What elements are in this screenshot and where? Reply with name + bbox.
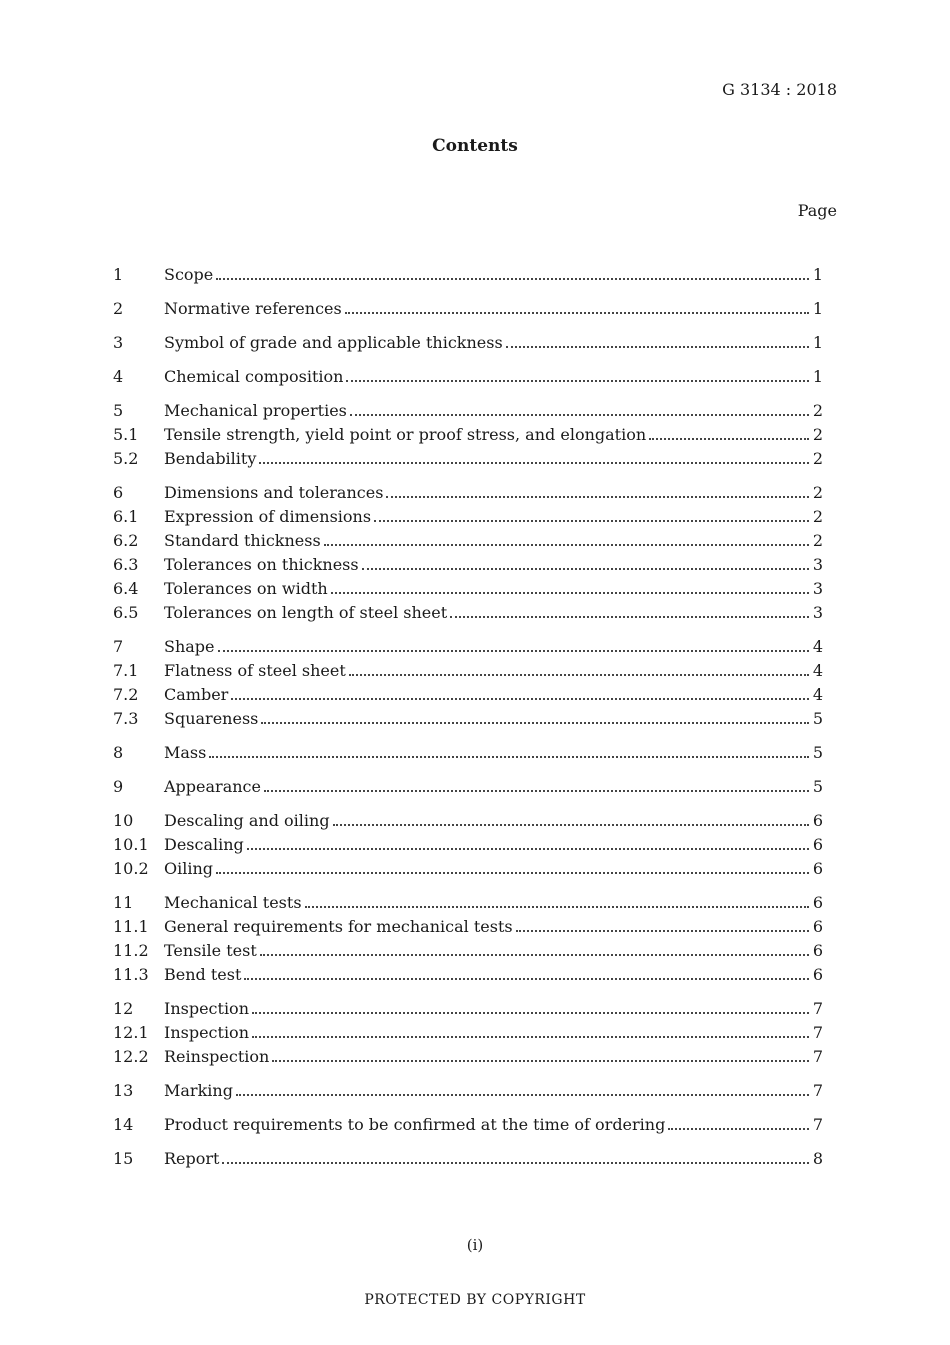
toc-entry-title: Chemical composition [164,367,344,386]
toc-entry-page: 6 [812,965,823,984]
copyright-notice: PROTECTED BY COPYRIGHT [364,1292,586,1308]
toc-entry-number: 9 [113,777,124,796]
toc-entry-number: 6.1 [113,507,139,526]
toc-entry-title: Appearance [164,777,261,796]
dot-leader [362,567,809,570]
toc-entry-title: Symbol of grade and applicable thickness [164,333,503,352]
dot-leader [272,1059,809,1062]
page-column-label: Page [797,201,837,220]
toc-entry-title: Inspection [164,999,249,1018]
toc-group [113,635,823,731]
toc-entry-number: 15 [113,1149,134,1168]
toc-entry-page: 7 [812,1115,823,1134]
toc-entry[interactable] [113,833,823,857]
toc-entry-title: Tensile test [164,941,257,960]
dot-leader [346,379,808,382]
toc-entry[interactable] [113,857,823,881]
toc-entry-page: 2 [812,401,823,420]
toc-entry[interactable] [113,997,823,1021]
toc-entry-title: Normative references [164,299,342,318]
toc-entry-title: Bend test [164,965,242,984]
toc-group [113,891,823,987]
toc-entry[interactable] [113,505,823,529]
toc-entry[interactable] [113,331,823,355]
toc-group [113,481,823,625]
toc-entry-page: 7 [812,1023,823,1042]
toc-entry-title: General requirements for mechanical tests [164,917,513,936]
toc-group [113,1113,823,1137]
toc-entry-page: 4 [812,661,823,680]
dot-leader [374,519,809,522]
toc-entry-number: 6 [113,483,124,502]
dot-leader [350,413,809,416]
toc-group [113,1079,823,1103]
dot-leader [516,929,809,932]
toc-entry-title: Product requirements to be confirmed at the time of ordering [164,1115,666,1134]
toc-entry[interactable] [113,891,823,915]
toc-entry[interactable] [113,297,823,321]
dot-leader [252,1011,809,1014]
dot-leader [264,789,809,792]
dot-leader [305,905,809,908]
toc-entry-number: 4 [113,367,124,386]
toc-entry-page: 3 [812,555,823,574]
toc-entry[interactable] [113,963,823,987]
toc-group [113,399,823,471]
toc-entry[interactable] [113,741,823,765]
toc-entry[interactable] [113,481,823,505]
dot-leader [247,847,809,850]
dot-leader [333,823,809,826]
toc-entry-title: Inspection [164,1023,249,1042]
toc-entry-number: 6.4 [113,579,139,598]
footer-page-number: (i) [466,1236,484,1254]
toc-entry-page: 5 [812,709,823,728]
toc-entry-title: Mass [164,743,207,762]
toc-entry-page: 4 [812,637,823,656]
dot-leader [331,591,809,594]
toc-entry-number: 5.1 [113,425,139,444]
toc-entry-number: 11 [113,893,134,912]
toc-entry-number: 1 [113,265,124,284]
toc-entry[interactable] [113,659,823,683]
toc-entry-page: 3 [812,579,823,598]
toc-entry-number: 7.2 [113,685,139,704]
toc-entry-page: 6 [812,835,823,854]
table-of-contents [113,263,823,1181]
toc-entry[interactable] [113,1147,823,1171]
toc-group [113,1147,823,1171]
toc-entry-page: 6 [812,941,823,960]
toc-entry-number: 11.3 [113,965,149,984]
toc-entry[interactable] [113,1079,823,1103]
toc-entry-number: 6.3 [113,555,139,574]
toc-entry-number: 12.1 [113,1023,149,1042]
dot-leader [252,1035,809,1038]
toc-entry-page: 2 [812,449,823,468]
toc-entry[interactable] [113,707,823,731]
toc-entry-number: 10 [113,811,134,830]
toc-entry-title: Camber [164,685,229,704]
dot-leader [386,495,808,498]
toc-entry-page: 1 [812,367,823,386]
toc-entry-page: 4 [812,685,823,704]
toc-entry-page: 5 [812,777,823,796]
toc-entry-title: Mechanical tests [164,893,302,912]
toc-entry-number: 10.2 [113,859,149,878]
dot-leader [261,721,808,724]
toc-entry-title: Tolerances on length of steel sheet [164,603,448,622]
toc-entry[interactable] [113,399,823,423]
toc-entry-number: 12 [113,999,134,1018]
toc-entry-title: Expression of dimensions [164,507,372,526]
toc-entry-number: 10.1 [113,835,149,854]
toc-entry-page: 5 [812,743,823,762]
toc-group [113,365,823,389]
toc-entry-page: 6 [812,893,823,912]
toc-entry-number: 8 [113,743,124,762]
toc-entry-number: 7 [113,637,124,656]
toc-entry-number: 13 [113,1081,134,1100]
dot-leader [345,311,809,314]
toc-entry-page: 2 [812,425,823,444]
toc-entry-number: 11.1 [113,917,149,936]
toc-entry-number: 14 [113,1115,134,1134]
toc-entry-title: Dimensions and tolerances [164,483,384,502]
dot-leader [216,277,809,280]
toc-entry-page: 6 [812,917,823,936]
toc-entry-number: 6.2 [113,531,139,550]
toc-group [113,809,823,881]
dot-leader [259,461,808,464]
dot-leader [222,1161,808,1164]
toc-entry-title: Tolerances on thickness [164,555,359,574]
dot-leader [236,1093,809,1096]
toc-entry[interactable] [113,683,823,707]
toc-entry[interactable] [113,915,823,939]
toc-entry-title: Tensile strength, yield point or proof stress, and elongation [164,425,647,444]
document-id: G 3134 : 2018 [722,80,837,99]
toc-entry-page: 6 [812,811,823,830]
toc-entry-page: 8 [812,1149,823,1168]
toc-entry[interactable] [113,1113,823,1137]
toc-entry-page: 2 [812,507,823,526]
toc-entry[interactable] [113,553,823,577]
toc-entry-title: Descaling [164,835,244,854]
toc-entry[interactable] [113,447,823,471]
toc-entry[interactable] [113,1045,823,1069]
toc-entry-title: Report [164,1149,220,1168]
toc-entry-page: 1 [812,265,823,284]
toc-entry-page: 3 [812,603,823,622]
dot-leader [209,755,808,758]
toc-group [113,297,823,321]
toc-entry-number: 11.2 [113,941,149,960]
toc-group [113,997,823,1069]
toc-entry-title: Scope [164,265,214,284]
toc-entry-page: 2 [812,483,823,502]
toc-entry[interactable] [113,939,823,963]
toc-entry-title: Mechanical properties [164,401,347,420]
dot-leader [216,871,809,874]
toc-entry-page: 6 [812,859,823,878]
dot-leader [649,437,809,440]
dot-leader [218,649,809,652]
toc-entry[interactable] [113,365,823,389]
toc-entry-title: Reinspection [164,1047,270,1066]
toc-entry-number: 5.2 [113,449,139,468]
toc-entry-title: Shape [164,637,215,656]
toc-entry[interactable] [113,775,823,799]
toc-entry-page: 7 [812,1047,823,1066]
dot-leader [506,345,809,348]
toc-entry-page: 7 [812,1081,823,1100]
toc-entry-title: Marking [164,1081,233,1100]
toc-entry-title: Bendability [164,449,257,468]
toc-entry-number: 6.5 [113,603,139,622]
toc-entry-title: Descaling and oiling [164,811,330,830]
dot-leader [244,977,808,980]
toc-entry-title: Flatness of steel sheet [164,661,346,680]
toc-entry[interactable] [113,529,823,553]
toc-entry-page: 1 [812,299,823,318]
toc-entry[interactable] [113,577,823,601]
toc-entry-number: 7.3 [113,709,139,728]
toc-entry-number: 5 [113,401,124,420]
toc-entry-page: 2 [812,531,823,550]
toc-entry-number: 12.2 [113,1047,149,1066]
toc-group [113,331,823,355]
toc-entry-number: 7.1 [113,661,139,680]
toc-entry-number: 2 [113,299,124,318]
toc-entry[interactable] [113,809,823,833]
dot-leader [450,615,809,618]
dot-leader [668,1127,808,1130]
toc-entry[interactable] [113,263,823,287]
toc-entry[interactable] [113,635,823,659]
toc-group [113,263,823,287]
toc-entry-page: 7 [812,999,823,1018]
dot-leader [349,673,809,676]
toc-entry[interactable] [113,423,823,447]
toc-group [113,775,823,799]
toc-entry[interactable] [113,1021,823,1045]
page-title: Contents [432,136,518,156]
toc-entry-title: Squareness [164,709,259,728]
toc-entry-title: Tolerances on width [164,579,328,598]
toc-entry-title: Oiling [164,859,214,878]
toc-entry-number: 3 [113,333,124,352]
dot-leader [231,697,809,700]
dot-leader [260,953,809,956]
toc-entry-title: Standard thickness [164,531,321,550]
toc-group [113,741,823,765]
dot-leader [324,543,809,546]
toc-entry-page: 1 [812,333,823,352]
toc-entry[interactable] [113,601,823,625]
